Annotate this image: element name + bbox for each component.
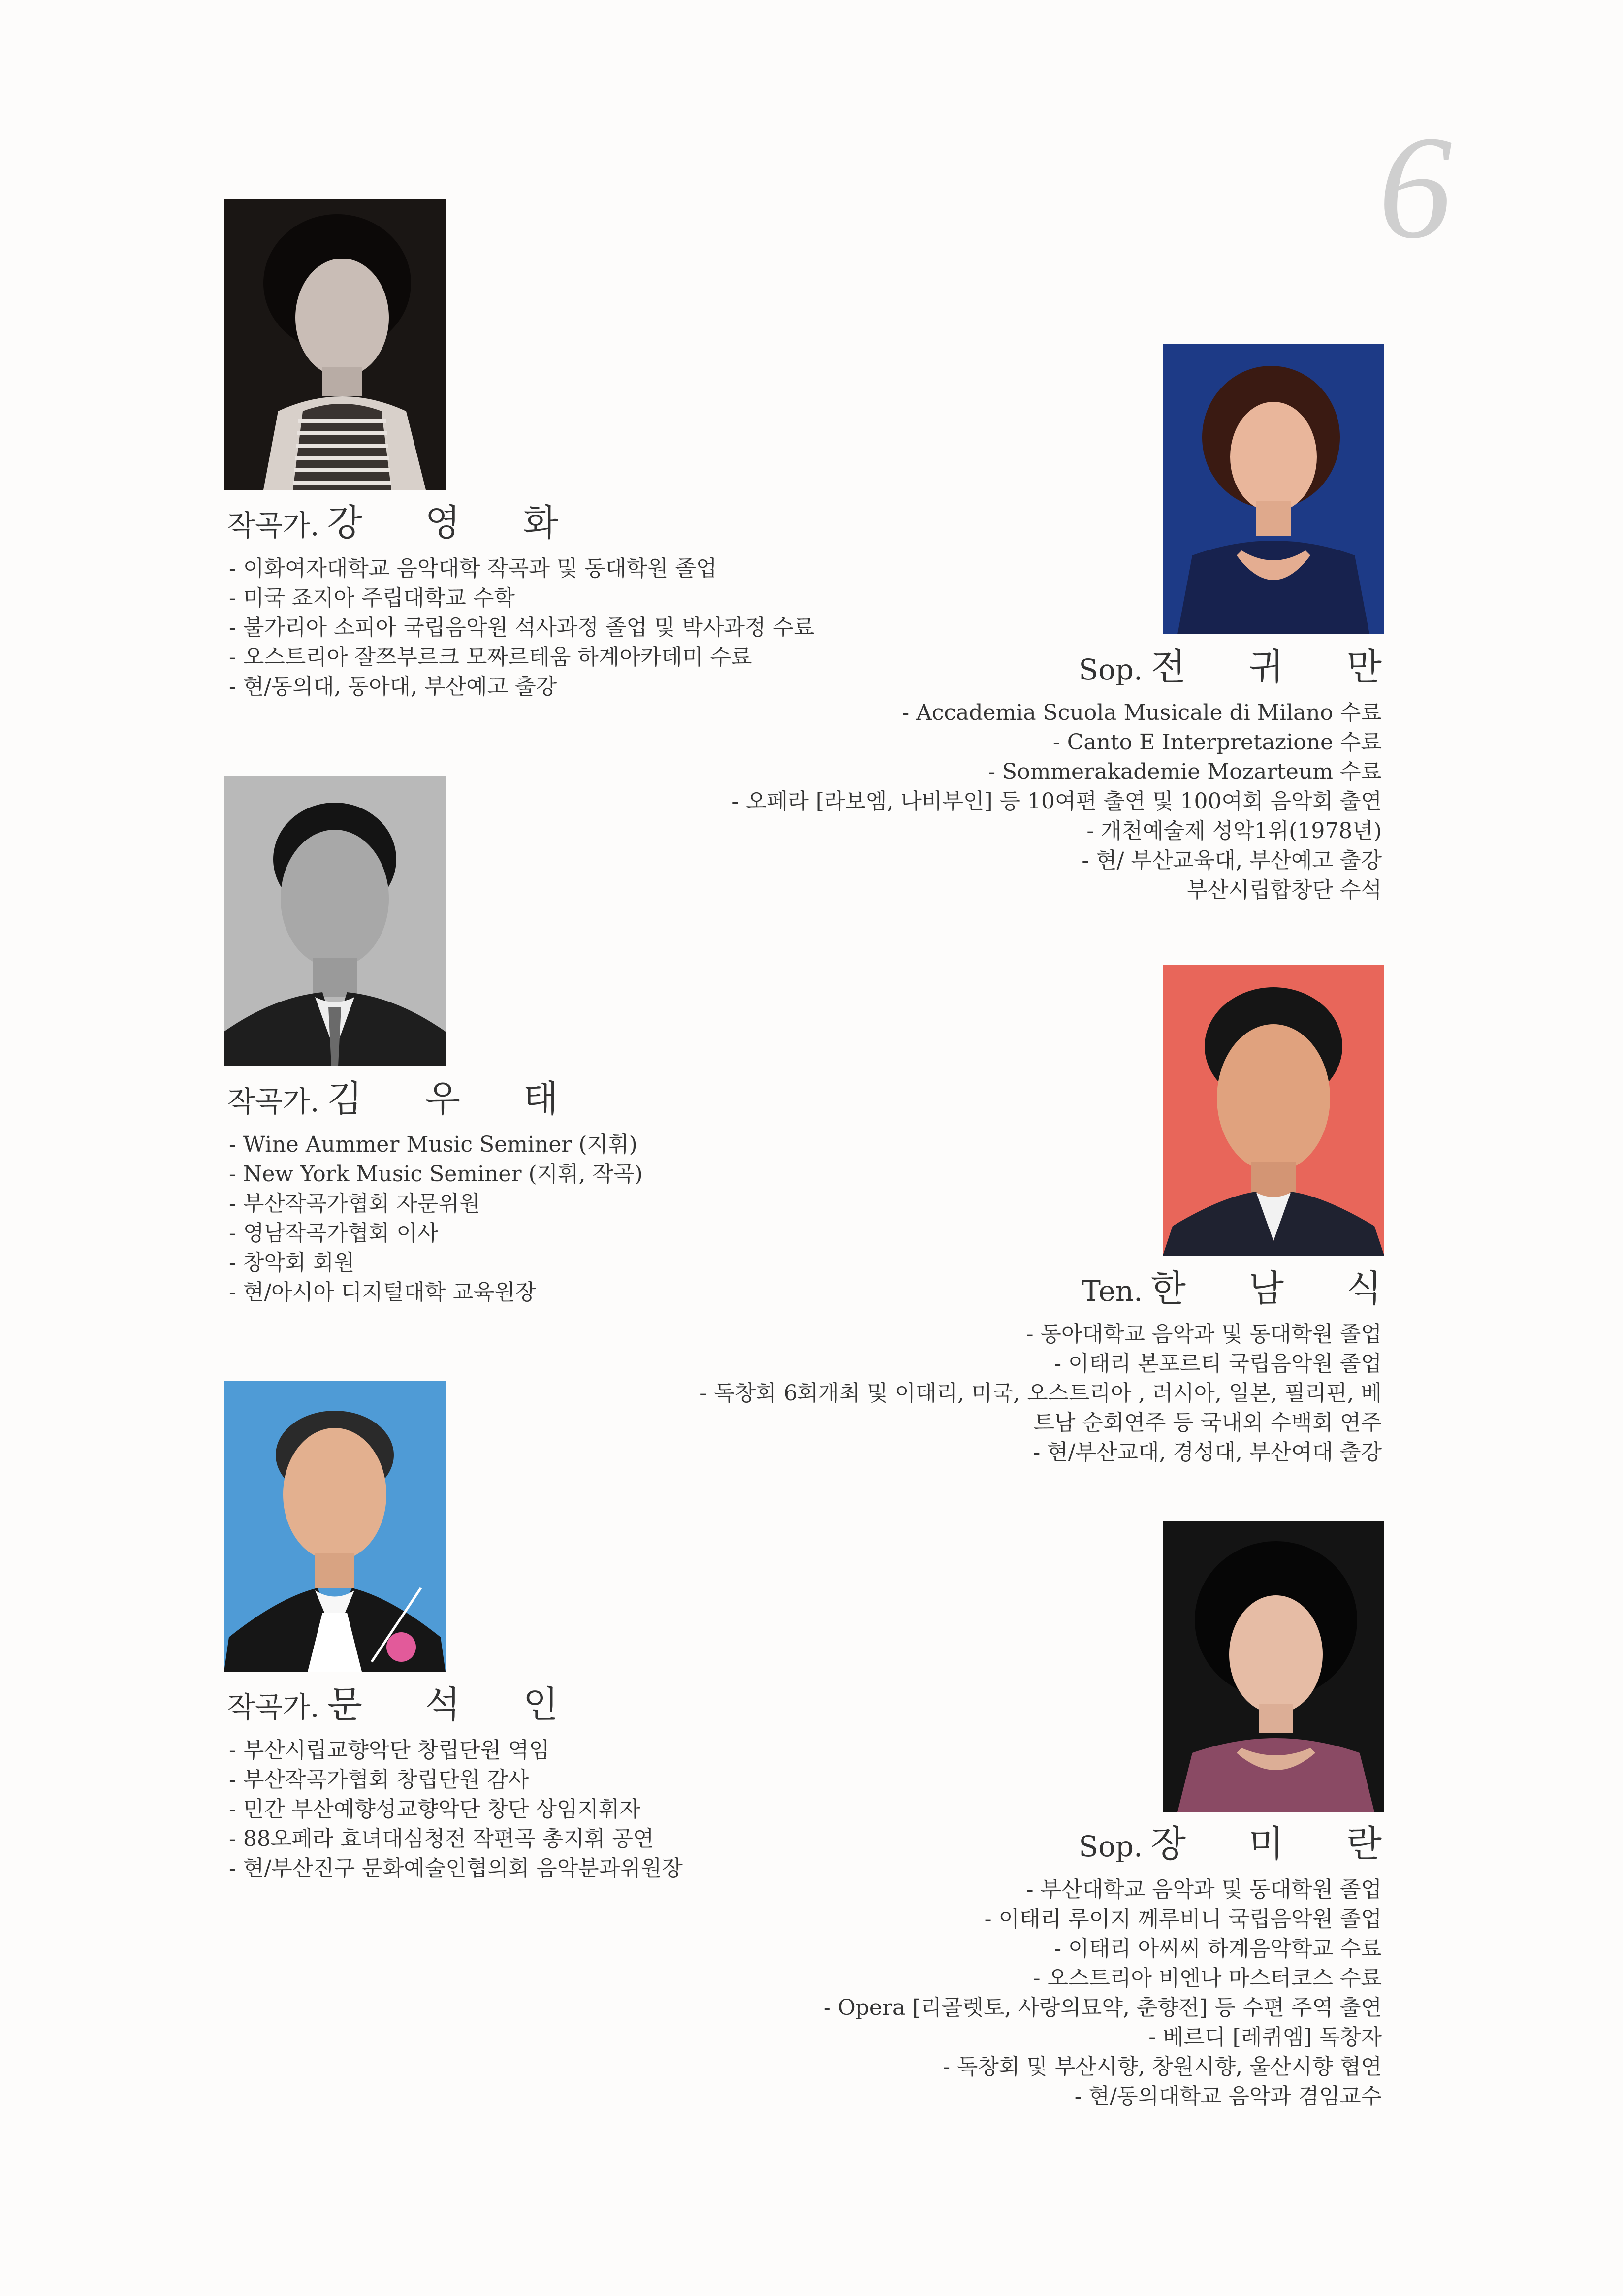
person-name: 한 남 식	[1150, 1267, 1407, 1310]
bio-item: 트남 순회연주 등 국내외 수백회 연주	[1033, 1410, 1382, 1435]
bio-item: - 영남작곡가협회 이사	[229, 1221, 439, 1246]
bio-item: 부산시립합창단 수석	[1186, 877, 1382, 903]
bio-item: - 부산대학교 음악과 및 동대학원 졸업	[1026, 1877, 1382, 1902]
bio-list-kim	[229, 1130, 643, 1307]
bio-item: - 오페라 [라보엠, 나비부인] 등 10여편 출연 및 100여회 음악회 출연	[732, 789, 1382, 814]
bio-item: - 불가리아 소피아 국립음악원 석사과정 졸업 및 박사과정 수료	[229, 615, 815, 640]
bio-list-han	[446, 1320, 1382, 1467]
person-name: 전 귀 만	[1150, 646, 1407, 688]
page-number: 6	[1378, 105, 1452, 269]
bio-item: - 민간 부산예향성교향악단 창단 상임지휘자	[229, 1797, 640, 1822]
bio-list-jang	[446, 1875, 1382, 2111]
bio-item: - Canto E Interpretazione 수료	[1052, 730, 1382, 755]
profile-name-kim	[227, 1078, 584, 1120]
bio-item: - 독창회 6회개최 및 이태리, 미국, 오스트리아 , 러시아, 일본, 필리핀, 베	[700, 1381, 1382, 1406]
bio-item: - 오스트리아 비엔나 마스터코스 수료	[1033, 1966, 1382, 1991]
profile-name-kang	[227, 502, 584, 544]
portrait-photo-kang	[224, 199, 446, 490]
bio-item: - 동아대학교 음악과 및 동대학원 졸업	[1026, 1322, 1382, 1347]
person-name: 문 석 인	[327, 1683, 584, 1726]
bio-item: - Opera [리골렛토, 사랑의묘약, 춘향전] 등 수편 주역 출연	[823, 1995, 1382, 2020]
bio-item: - 현/부산교대, 경성대, 부산여대 출강	[1033, 1440, 1382, 1465]
profile-title: Ten.	[1082, 1274, 1143, 1308]
bio-item: - Wine Aummer Music Seminer (지휘)	[229, 1132, 637, 1157]
bio-item: - 부산작곡가협회 창립단원 감사	[229, 1767, 529, 1792]
bio-item: - 현/부산진구 문화예술인협의회 음악분과위원장	[229, 1856, 683, 1881]
bio-item: - 이태리 아씨씨 하계음악학교 수료	[1054, 1936, 1382, 1961]
bio-list-jeon	[446, 698, 1382, 905]
bio-item: - 개천예술제 성악1위(1978년)	[1086, 818, 1382, 843]
person-name: 장 미 란	[1150, 1823, 1407, 1865]
bio-item: - 독창회 및 부산시향, 창원시향, 울산시향 협연	[943, 2054, 1382, 2079]
bio-item: - 현/ 부산교육대, 부산예고 출강	[1082, 848, 1382, 873]
person-name: 강 영 화	[327, 502, 584, 544]
profile-name-han	[1082, 1267, 1407, 1310]
bio-item: - 베르디 [레퀴엠] 독창자	[1148, 2025, 1382, 2050]
profile-title: Sop.	[1079, 653, 1143, 686]
bio-item: - 현/아시아 디지털대학 교육원장	[229, 1280, 537, 1305]
bio-item: - 이태리 루이지 께루비니 국립음악원 졸업	[984, 1907, 1382, 1932]
portrait-photo-jeon	[1163, 344, 1384, 634]
bio-item: - Accademia Scuola Musicale di Milano 수료	[902, 700, 1382, 725]
profile-name-jeon	[1079, 646, 1407, 688]
profile-name-moon	[227, 1683, 584, 1726]
bio-item: - 부산시립교향악단 창립단원 역임	[229, 1738, 550, 1763]
bio-item: - Sommerakademie Mozarteum 수료	[988, 759, 1382, 784]
bio-item: - 현/동의대학교 음악과 겸임교수	[1074, 2084, 1382, 2109]
profile-title: 작곡가.	[227, 1085, 319, 1118]
bio-item: - 이화여자대학교 음악대학 작곡과 및 동대학원 졸업	[229, 556, 717, 581]
profile-title: Sop.	[1079, 1830, 1143, 1863]
bio-item: - 오스트리아 잘쯔부르크 모짜르테움 하계아카데미 수료	[229, 645, 752, 670]
bio-item: - 현/동의대, 동아대, 부산예고 출강	[229, 674, 557, 699]
bio-item: - 88오페라 효녀대심청전 작편곡 총지휘 공연	[229, 1826, 654, 1851]
bio-item: - 창악회 회원	[229, 1250, 355, 1275]
profile-title: 작곡가.	[227, 509, 319, 542]
person-name: 김 우 태	[327, 1078, 584, 1120]
bio-list-kang	[229, 554, 814, 702]
bio-item: - 이태리 본포르티 국립음악원 졸업	[1054, 1351, 1382, 1376]
portrait-photo-kim	[224, 776, 446, 1066]
profile-name-jang	[1079, 1823, 1407, 1865]
portrait-photo-han	[1163, 965, 1384, 1256]
bio-item: - New York Music Seminer (지휘, 작곡)	[229, 1162, 643, 1187]
bio-item: - 부산작곡가협회 자문위원	[229, 1191, 480, 1216]
profile-title: 작곡가.	[227, 1690, 319, 1724]
portrait-photo-moon	[224, 1381, 446, 1672]
portrait-photo-jang	[1163, 1521, 1384, 1812]
bio-item: - 미국 죠지아 주립대학교 수학	[229, 585, 515, 611]
bio-list-moon	[229, 1736, 683, 1883]
